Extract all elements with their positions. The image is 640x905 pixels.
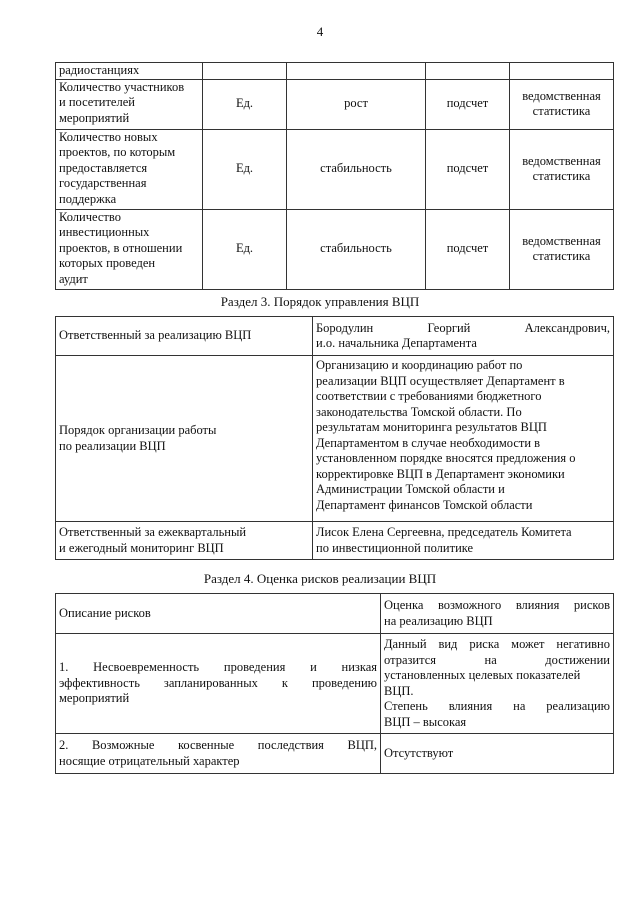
management-table [55, 316, 614, 560]
indicator-name: Количество новых проектов, по которым предоставляется государственная поддержка [56, 129, 203, 209]
indicator-source: ведомственная статистика [510, 79, 614, 129]
indicator-trend: стабильность [287, 209, 426, 289]
indicator-name: Количество инвестиционных проектов, в отношении которых проведен аудит [56, 209, 203, 289]
table-row [56, 79, 614, 129]
indicator-method: подсчет [426, 129, 510, 209]
table-row [56, 209, 614, 289]
indicator-unit [203, 63, 287, 80]
page-number: 4 [316, 24, 324, 39]
risks-table [55, 593, 614, 774]
table-row [56, 522, 614, 560]
table-row [56, 594, 614, 634]
indicator-name: Количество участников и посетителей мероприятий [56, 79, 203, 129]
management-label: Ответственный за реализацию ВЦП [56, 317, 313, 356]
risk-header-impact: Оценка возможного влияния рисков на реализацию ВЦП [381, 594, 614, 634]
indicator-method [426, 63, 510, 80]
table-row [56, 356, 614, 522]
management-value: Лисок Елена Сергеевна, председатель Комитета по инвестиционной политике [313, 522, 614, 560]
indicator-unit: Ед. [203, 209, 287, 289]
indicator-trend: стабильность [287, 129, 426, 209]
risk-header-description: Описание рисков [56, 594, 381, 634]
indicator-trend: рост [287, 79, 426, 129]
table-row [56, 317, 614, 356]
risk-impact: Отсутствуют [381, 734, 614, 774]
management-value: Организацию и координацию работ по реализации ВЦП осуществляет Департамент в соответствии с требованиями бюджетного законодательства Томской области. По результатам мониторинга результатов ВЦП Департаментом в случае необходимости в установленном порядке вносятся предложения о корректировке ВЦП в Департамент экономики Администрации Томской области и Департамент финансов Томской области [313, 356, 614, 522]
indicator-method: подсчет [426, 79, 510, 129]
table-row [56, 634, 614, 734]
indicator-trend [287, 63, 426, 80]
section-4-title: Раздел 4. Оценка рисков реализации ВЦП [203, 571, 437, 586]
table-row [56, 63, 614, 80]
indicator-source [510, 63, 614, 80]
risk-description: 1. Несвоевременность проведения и низкая эффективность запланированных к проведению мероприятий [56, 634, 381, 734]
management-label: Порядок организации работы по реализации ВЦП [56, 356, 313, 522]
indicator-method: подсчет [426, 209, 510, 289]
indicators-table [55, 62, 614, 290]
indicator-name: радиостанциях [56, 63, 203, 80]
indicator-unit: Ед. [203, 79, 287, 129]
indicator-source: ведомственная статистика [510, 129, 614, 209]
management-label: Ответственный за ежеквартальный и ежегодный мониторинг ВЦП [56, 522, 313, 560]
table-row [56, 129, 614, 209]
risk-description: 2. Возможные косвенные последствия ВЦП, носящие отрицательный характер [56, 734, 381, 774]
indicator-source: ведомственная статистика [510, 209, 614, 289]
section-3-title: Раздел 3. Порядок управления ВЦП [220, 294, 420, 309]
indicator-unit: Ед. [203, 129, 287, 209]
table-row [56, 734, 614, 774]
management-value: Бородулин Георгий Александрович, и.о. начальника Департамента [313, 317, 614, 356]
risk-impact: Данный вид риска может негативно отразится на достижении установленных целевых показателей ВЦП. Степень влияния на реализацию ВЦП – высокая [381, 634, 614, 734]
